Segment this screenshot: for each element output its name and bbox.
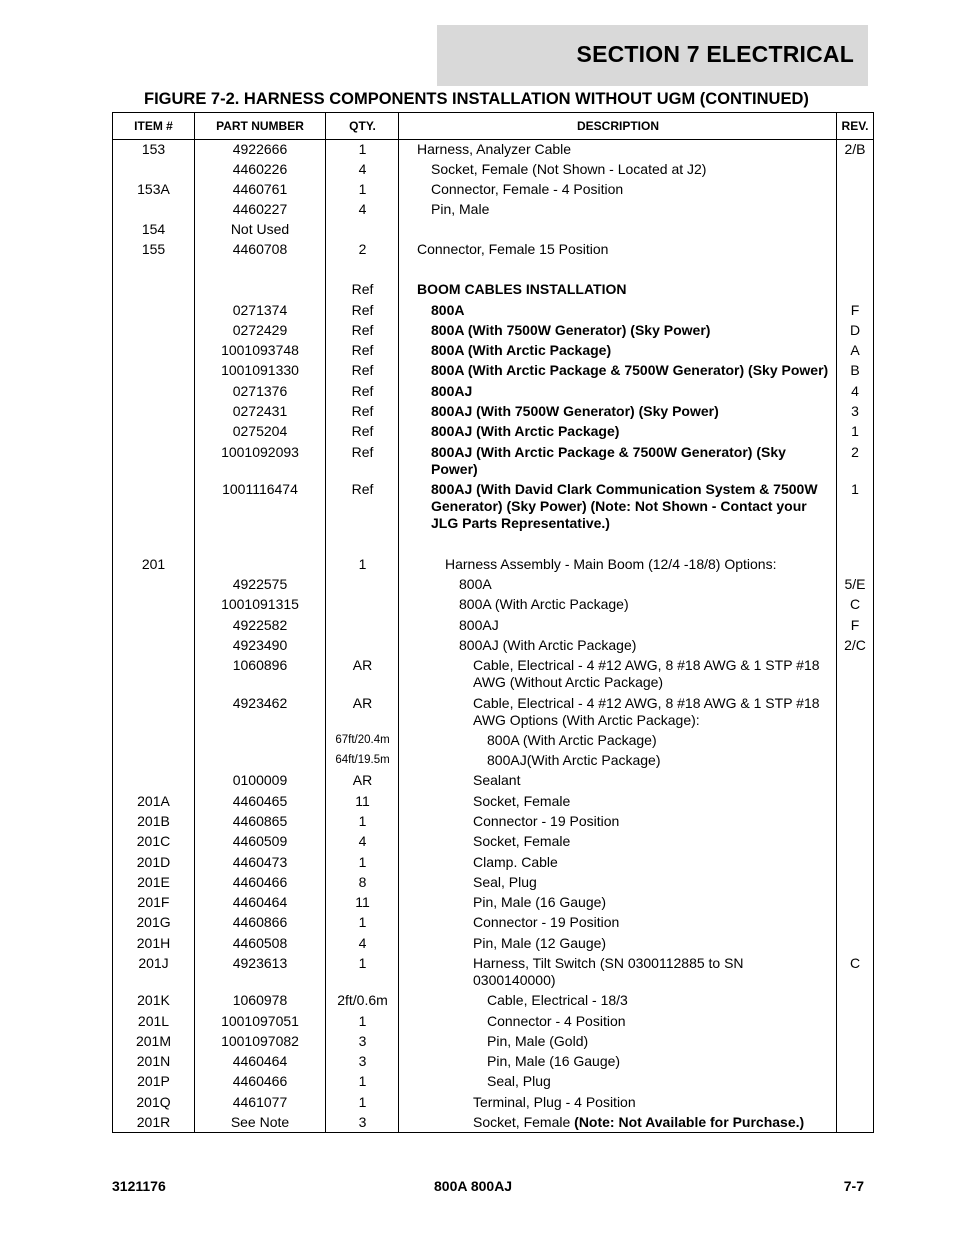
part-number-cell: 4923462 <box>232 695 288 711</box>
item-number-cell: 201M <box>135 1033 172 1049</box>
description-text: 800AJ <box>431 383 473 399</box>
description-text: Pin, Male (16 Gauge) <box>473 894 607 910</box>
description-cell <box>473 854 829 871</box>
item-number-cell: 201 <box>141 556 166 572</box>
item-number-cell: 201H <box>136 935 171 951</box>
rev-cell: 2 <box>851 444 859 460</box>
part-number-cell: 4923613 <box>232 955 288 971</box>
description-text: 800AJ (With Arctic Package) <box>431 423 620 439</box>
part-number-cell: 4461077 <box>232 1094 288 1110</box>
description-text: 800A (With Arctic Package & 7500W Generator) (Sky Power) <box>431 362 829 378</box>
part-number-cell: 0271376 <box>232 383 288 399</box>
description-cell <box>487 752 829 769</box>
description-cell <box>445 556 829 573</box>
item-number-cell: 201D <box>136 854 171 870</box>
rev-cell: 1 <box>851 423 859 439</box>
description-text: Connector - 4 Position <box>487 1013 626 1029</box>
description-text: Seal, Plug <box>473 874 537 890</box>
qty-cell: 1 <box>358 813 367 829</box>
rev-cell: 5/E <box>844 576 866 592</box>
description-text: 800AJ (With Arctic Package) <box>459 637 637 653</box>
description-cell <box>473 1094 829 1111</box>
description-cell <box>487 992 829 1009</box>
qty-cell: Ref <box>351 302 374 318</box>
description-cell <box>431 403 829 420</box>
description-cell <box>473 695 829 729</box>
part-number-cell: 0100009 <box>232 772 288 788</box>
part-number-cell: 4460866 <box>232 914 288 930</box>
description-text: 800AJ(With Arctic Package) <box>487 752 661 768</box>
description-cell <box>459 576 829 593</box>
qty-cell: AR <box>352 657 373 673</box>
part-number-cell: 4460226 <box>232 161 288 177</box>
qty-cell: 1 <box>358 914 367 930</box>
rev-cell: 1 <box>851 481 859 497</box>
qty-cell: Ref <box>351 423 374 439</box>
header-item: ITEM # <box>134 119 173 133</box>
qty-cell: Ref <box>351 281 374 297</box>
description-text: Pin, Male (16 Gauge) <box>487 1053 621 1069</box>
description-cell <box>431 362 829 379</box>
part-number-cell: 4460464 <box>232 1053 288 1069</box>
description-text: 800A (With Arctic Package) <box>459 596 629 612</box>
description-text: 800A (With Arctic Package) <box>487 732 657 748</box>
description-cell <box>473 833 829 850</box>
description-text: Cable, Electrical - 18/3 <box>487 992 628 1008</box>
part-number-cell: 1060978 <box>232 992 288 1008</box>
part-number-cell: 0272429 <box>232 322 288 338</box>
part-number-cell: 0271374 <box>232 302 288 318</box>
part-number-cell: 4922575 <box>232 576 288 592</box>
description-cell <box>417 141 829 158</box>
qty-cell: 1 <box>358 955 367 971</box>
description-cell <box>431 481 829 532</box>
rev-cell: B <box>850 362 860 378</box>
description-text: Socket, Female <box>473 833 571 849</box>
item-number-cell: 201F <box>137 894 170 910</box>
parts-table <box>112 112 874 1133</box>
table-header <box>113 113 873 140</box>
description-text: 800A (With 7500W Generator) (Sky Power) <box>431 322 711 338</box>
header-rev: REV. <box>841 119 869 133</box>
description-text: Connector - 19 Position <box>473 813 620 829</box>
item-number-cell: 201G <box>136 914 171 930</box>
part-number-cell: 4460509 <box>232 833 288 849</box>
item-number-cell: 201L <box>137 1013 170 1029</box>
qty-cell: 11 <box>355 793 370 809</box>
description-cell <box>459 596 829 613</box>
qty-cell: 3 <box>358 1114 367 1130</box>
qty-cell: 67ft/20.4m <box>335 734 390 746</box>
item-number-cell: 201B <box>137 813 170 829</box>
part-number-cell: 1001097051 <box>221 1013 299 1029</box>
rev-cell: F <box>850 617 860 633</box>
description-cell <box>431 161 829 178</box>
part-number-cell: Not Used <box>230 221 290 237</box>
item-number-cell: 201K <box>137 992 170 1008</box>
description-text: Pin, Male <box>431 201 490 217</box>
part-number-cell: 4460466 <box>232 1073 288 1089</box>
description-cell <box>431 322 829 339</box>
part-number-cell: 4460466 <box>232 874 288 890</box>
qty-cell: 1 <box>358 141 367 157</box>
description-text: Clamp. Cable <box>473 854 558 870</box>
qty-cell: 2 <box>358 241 367 257</box>
part-number-cell: See Note <box>230 1114 290 1130</box>
part-number-cell: 0272431 <box>232 403 288 419</box>
description-text: Pin, Male (Gold) <box>487 1033 589 1049</box>
section-title: SECTION 7 ELECTRICAL <box>576 41 854 67</box>
description-text: 800A <box>431 302 465 318</box>
description-cell <box>431 181 829 198</box>
item-number-cell: 201N <box>136 1053 171 1069</box>
description-cell <box>487 1033 829 1050</box>
qty-cell: 4 <box>358 833 367 849</box>
description-text: 800AJ (With 7500W Generator) (Sky Power) <box>431 403 719 419</box>
item-number-cell: 153A <box>137 181 170 197</box>
description-cell <box>431 201 829 218</box>
description-cell <box>473 894 829 911</box>
description-cell <box>473 955 829 989</box>
description-text: Harness, Analyzer Cable <box>417 141 572 157</box>
qty-cell: 3 <box>358 1033 367 1049</box>
header-part-number: PART NUMBER <box>216 119 304 133</box>
qty-cell: 4 <box>358 935 367 951</box>
description-text: Connector - 19 Position <box>473 914 620 930</box>
footer-model: 800A 800AJ <box>434 1178 513 1194</box>
qty-cell: Ref <box>351 444 374 460</box>
item-number-cell: 154 <box>141 221 166 237</box>
part-number-cell: 4460464 <box>232 894 288 910</box>
part-number-cell: 4460473 <box>232 854 288 870</box>
description-cell <box>431 383 829 400</box>
rev-cell: 2/B <box>844 141 866 157</box>
qty-cell: 1 <box>358 556 367 572</box>
description-text: 800AJ (With David Clark Communication System & 7500W Generator) (Sky Power) (Note: Not Shown - Contact your JLG Parts Representative.) <box>431 481 818 531</box>
item-number-cell: 201Q <box>136 1094 171 1110</box>
qty-cell: Ref <box>351 322 374 338</box>
description-cell <box>473 874 829 891</box>
qty-cell: 1 <box>358 854 367 870</box>
item-number-cell: 201C <box>136 833 171 849</box>
rev-cell: C <box>849 596 861 612</box>
description-cell <box>487 1053 829 1070</box>
description-text: BOOM CABLES INSTALLATION <box>417 281 627 297</box>
description-text: Cable, Electrical - 4 #12 AWG, 8 #18 AWG & 1 STP #18 AWG Options (With Arctic Package): <box>473 695 820 728</box>
item-number-cell: 155 <box>141 241 166 257</box>
description-text: Connector, Female 15 Position <box>417 241 609 257</box>
qty-cell: Ref <box>351 383 374 399</box>
part-number-cell: 1001097082 <box>221 1033 299 1049</box>
item-number-cell: 201P <box>137 1073 170 1089</box>
qty-cell: 1 <box>358 1073 367 1089</box>
qty-cell: AR <box>352 772 373 788</box>
part-number-cell: 4460761 <box>232 181 288 197</box>
description-cell <box>431 444 829 478</box>
header-qty: QTY. <box>349 119 376 133</box>
description-cell <box>473 772 829 789</box>
description-cell <box>473 1114 829 1131</box>
qty-cell: 2ft/0.6m <box>337 992 388 1008</box>
description-cell <box>473 793 829 810</box>
description-text: 800A (With Arctic Package) <box>431 342 612 358</box>
description-cell <box>459 617 829 634</box>
header-description: DESCRIPTION <box>576 119 659 133</box>
rev-cell: 2/C <box>844 637 866 653</box>
description-cell <box>417 241 829 258</box>
part-number-cell: 4460508 <box>232 935 288 951</box>
qty-cell: 4 <box>358 161 367 177</box>
description-text: 800A <box>459 576 492 592</box>
description-cell <box>431 342 829 359</box>
part-number-cell: 4460708 <box>232 241 288 257</box>
description-text: Seal, Plug <box>487 1073 551 1089</box>
description-cell <box>487 1013 829 1030</box>
part-number-cell: 1001092093 <box>221 444 299 460</box>
rev-cell: F <box>850 302 860 318</box>
description-text: Harness Assembly - Main Boom (12/4 -18/8) Options: <box>445 556 777 572</box>
part-number-cell: 4922582 <box>232 617 288 633</box>
item-number-cell: 153 <box>141 141 166 157</box>
qty-cell: 64ft/19.5m <box>335 754 390 766</box>
part-number-cell: 4922666 <box>232 141 288 157</box>
description-cell <box>459 637 829 654</box>
description-cell <box>473 914 829 931</box>
item-number-cell: 201R <box>136 1114 171 1130</box>
description-cell <box>417 281 829 298</box>
part-number-cell: 1001091330 <box>221 362 299 378</box>
qty-cell: AR <box>352 695 373 711</box>
part-number-cell: 4460865 <box>232 813 288 829</box>
qty-cell: 8 <box>358 874 367 890</box>
rev-cell: 4 <box>851 383 859 399</box>
qty-cell: Ref <box>351 342 374 358</box>
rev-cell: A <box>850 342 860 358</box>
description-text: Sealant <box>473 772 521 788</box>
description-text: Terminal, Plug - 4 Position <box>473 1094 636 1110</box>
description-note: (Note: Not Available for Purchase.) <box>574 1114 805 1130</box>
description-cell <box>487 732 829 749</box>
description-text: 800AJ (With Arctic Package & 7500W Generator) (Sky Power) <box>431 444 786 477</box>
figure-title: FIGURE 7-2. HARNESS COMPONENTS INSTALLATION WITHOUT UGM (CONTINUED) <box>144 90 809 108</box>
description-text: Socket, Female <box>473 1114 571 1130</box>
description-text: Connector, Female - 4 Position <box>431 181 624 197</box>
footer-doc-number: 3121176 <box>112 1178 166 1194</box>
description-text: 800AJ <box>459 617 499 633</box>
qty-cell: 11 <box>355 894 370 910</box>
description-text: Socket, Female (Not Shown - Located at J2) <box>431 161 707 177</box>
footer-page-number: 7-7 <box>843 1178 864 1194</box>
part-number-cell: 1001093748 <box>221 342 299 358</box>
description-cell <box>431 302 829 319</box>
qty-cell: Ref <box>351 481 374 497</box>
description-text: Cable, Electrical - 4 #12 AWG, 8 #18 AWG & 1 STP #18 AWG (Without Arctic Package) <box>473 657 820 690</box>
qty-cell: 1 <box>358 1013 367 1029</box>
part-number-cell: 4460465 <box>232 793 288 809</box>
qty-cell: 3 <box>358 1053 367 1069</box>
part-number-cell: 1001091315 <box>221 596 299 612</box>
item-number-cell: 201E <box>137 874 170 890</box>
description-text: Harness, Tilt Switch (SN 0300112885 to SN 0300140000) <box>473 955 744 988</box>
item-number-cell: 201J <box>138 955 169 971</box>
description-cell <box>473 935 829 952</box>
column-divider <box>398 113 399 1132</box>
part-number-cell: 1060896 <box>232 657 288 673</box>
rev-cell: D <box>849 322 861 338</box>
qty-cell: Ref <box>351 362 374 378</box>
qty-cell: 1 <box>358 181 367 197</box>
section-banner <box>437 25 868 86</box>
description-cell <box>431 423 829 440</box>
part-number-cell: 4460227 <box>232 201 288 217</box>
description-cell <box>473 813 829 830</box>
rev-cell: C <box>849 955 861 971</box>
description-cell <box>473 657 829 691</box>
description-text: Socket, Female <box>473 793 571 809</box>
qty-cell: 1 <box>358 1094 367 1110</box>
part-number-cell: 0275204 <box>232 423 288 439</box>
description-cell <box>487 1073 829 1090</box>
qty-cell: Ref <box>351 403 374 419</box>
qty-cell: 4 <box>358 201 367 217</box>
part-number-cell: 1001116474 <box>222 481 298 497</box>
description-text: Pin, Male (12 Gauge) <box>473 935 607 951</box>
part-number-cell: 4923490 <box>232 637 288 653</box>
item-number-cell: 201A <box>137 793 170 809</box>
rev-cell: 3 <box>851 403 859 419</box>
